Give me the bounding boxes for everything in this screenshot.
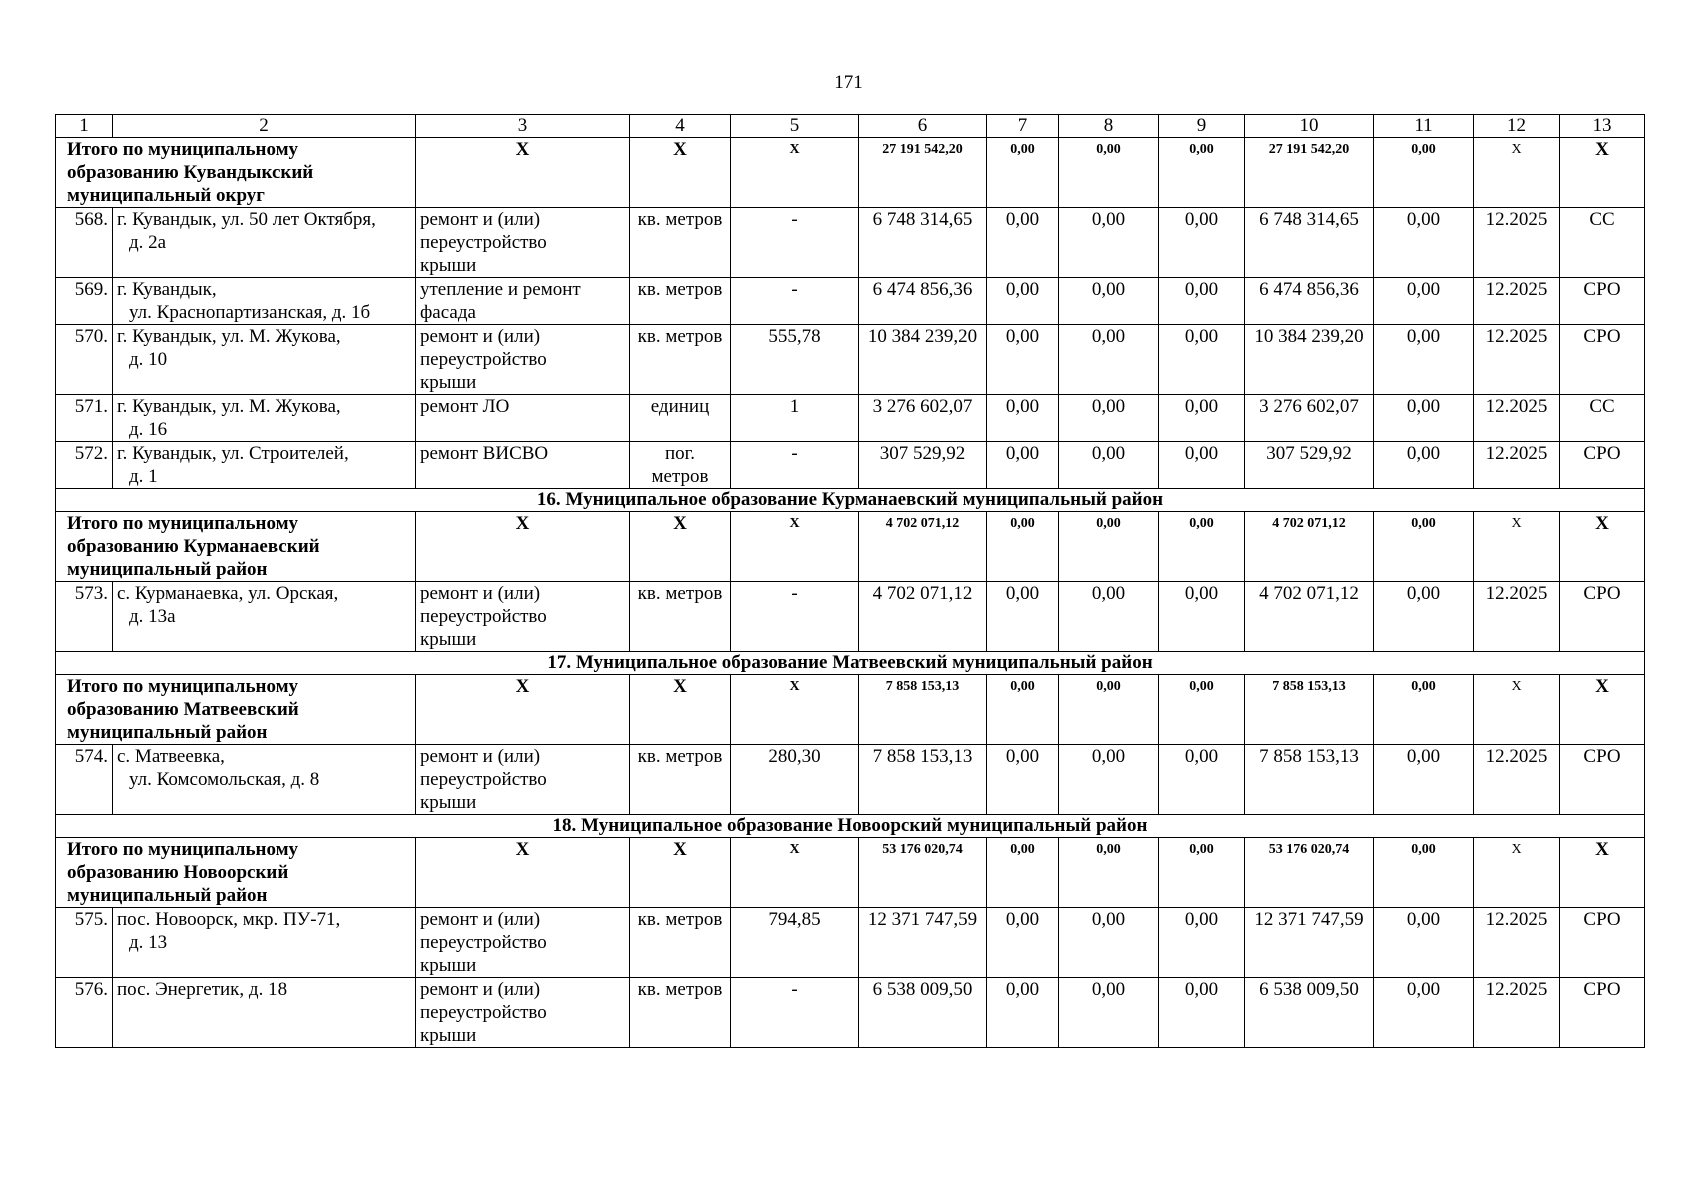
total-cost-cell: 7 858 153,13 [859, 745, 987, 815]
table-row [56, 745, 1645, 815]
subtotal-col4: Х [630, 838, 731, 908]
row-index: 569. [56, 278, 113, 325]
method-code-cell: СРО [1560, 745, 1645, 815]
column-header: 2 [113, 115, 416, 138]
quantity-cell: 280,30 [731, 745, 859, 815]
text-line: с. Курманаевка, ул. Орская, [117, 583, 339, 604]
cost-c10: 12 371 747,59 [1245, 908, 1374, 978]
row-index: 575. [56, 908, 113, 978]
text-line: ремонт ВИСВО [420, 443, 549, 464]
column-header: 11 [1374, 115, 1474, 138]
subtotal-c8: 0,00 [1059, 838, 1159, 908]
total-cost-cell: 3 276 602,07 [859, 395, 987, 442]
table-row [56, 278, 1645, 325]
cost-c9: 0,00 [1159, 208, 1245, 278]
text-line: Итого по муниципальному [67, 513, 299, 534]
subtotal-c10: 7 858 153,13 [1245, 675, 1374, 745]
work-type-cell [416, 278, 630, 325]
row-index: 572. [56, 442, 113, 489]
subtotal-label [56, 675, 416, 745]
subtotal-c8: 0,00 [1059, 138, 1159, 208]
text-line: ремонт ЛО [420, 396, 510, 417]
text-line: д. 2а [129, 232, 167, 253]
cost-c7: 0,00 [987, 582, 1059, 652]
subtotal-c13: Х [1560, 138, 1645, 208]
cost-c8: 0,00 [1059, 745, 1159, 815]
cost-c8: 0,00 [1059, 278, 1159, 325]
subtotal-row [56, 675, 1645, 745]
unit-cell [630, 442, 731, 489]
work-type-cell [416, 325, 630, 395]
cost-c8: 0,00 [1059, 325, 1159, 395]
cost-c11: 0,00 [1374, 442, 1474, 489]
subtotal-c11: 0,00 [1374, 138, 1474, 208]
text-line: Итого по муниципальному [67, 676, 299, 697]
cost-c11: 0,00 [1374, 908, 1474, 978]
text-line: образованию Курманаевский [67, 536, 320, 557]
text-line: г. Кувандык, ул. М. Жукова, [117, 326, 341, 347]
cost-c7: 0,00 [987, 325, 1059, 395]
total-cost-cell: 307 529,92 [859, 442, 987, 489]
page-number: 171 [834, 72, 863, 93]
table-row [56, 325, 1645, 395]
unit-cell [630, 278, 731, 325]
cost-c7: 0,00 [987, 745, 1059, 815]
subtotal-row [56, 138, 1645, 208]
address-cell [113, 582, 416, 652]
cost-c10: 6 748 314,65 [1245, 208, 1374, 278]
unit-cell [630, 978, 731, 1048]
text-line: д. 1 [129, 466, 158, 487]
cost-c9: 0,00 [1159, 582, 1245, 652]
text-line: Итого по муниципальному [67, 839, 299, 860]
cost-c9: 0,00 [1159, 278, 1245, 325]
subtotal-c6: 7 858 153,13 [859, 675, 987, 745]
cost-c11: 0,00 [1374, 745, 1474, 815]
total-cost-cell: 6 538 009,50 [859, 978, 987, 1048]
section-title-row [56, 489, 1645, 512]
subtotal-col3: Х [416, 838, 630, 908]
quantity-cell: - [731, 208, 859, 278]
text-line: крыши [420, 1025, 477, 1046]
text-line: крыши [420, 372, 477, 393]
subtotal-c11: 0,00 [1374, 675, 1474, 745]
text-line: кв. метров [637, 583, 723, 604]
subtotal-c12: Х [1474, 138, 1560, 208]
total-cost-cell: 10 384 239,20 [859, 325, 987, 395]
text-line: муниципальный район [67, 559, 268, 580]
subtotal-c6: 4 702 071,12 [859, 512, 987, 582]
deadline-cell: 12.2025 [1474, 908, 1560, 978]
subtotal-row [56, 838, 1645, 908]
row-index: 568. [56, 208, 113, 278]
text-line: утепление и ремонт [420, 279, 581, 300]
quantity-cell: 794,85 [731, 908, 859, 978]
column-header: 13 [1560, 115, 1645, 138]
quantity-cell: 1 [731, 395, 859, 442]
column-header: 7 [987, 115, 1059, 138]
row-index: 576. [56, 978, 113, 1048]
subtotal-label [56, 512, 416, 582]
unit-cell [630, 745, 731, 815]
subtotal-c12: Х [1474, 838, 1560, 908]
subtotal-c6: 27 191 542,20 [859, 138, 987, 208]
deadline-cell: 12.2025 [1474, 442, 1560, 489]
work-type-cell [416, 745, 630, 815]
text-line: кв. метров [637, 209, 723, 230]
section-title: 16. Муниципальное образование Курманаевский муниципальный район [56, 489, 1645, 512]
cost-c9: 0,00 [1159, 745, 1245, 815]
text-line: фасада [420, 302, 476, 323]
address-cell [113, 208, 416, 278]
subtotal-c6: 53 176 020,74 [859, 838, 987, 908]
table-row [56, 208, 1645, 278]
subtotal-col4: Х [630, 512, 731, 582]
subtotal-c7: 0,00 [987, 838, 1059, 908]
subtotal-col4: Х [630, 675, 731, 745]
cost-c11: 0,00 [1374, 395, 1474, 442]
cost-c8: 0,00 [1059, 442, 1159, 489]
cost-c9: 0,00 [1159, 978, 1245, 1048]
subtotal-col3: Х [416, 138, 630, 208]
method-code-cell: СРО [1560, 582, 1645, 652]
subtotal-c11: 0,00 [1374, 512, 1474, 582]
column-header: 8 [1059, 115, 1159, 138]
deadline-cell: 12.2025 [1474, 582, 1560, 652]
subtotal-label [56, 138, 416, 208]
quantity-cell: - [731, 278, 859, 325]
subtotal-c7: 0,00 [987, 512, 1059, 582]
text-line: образованию Матвеевский [67, 699, 299, 720]
address-cell [113, 908, 416, 978]
text-line: кв. метров [637, 279, 723, 300]
address-cell [113, 395, 416, 442]
text-line: ремонт и (или) [420, 979, 541, 1000]
cost-c10: 3 276 602,07 [1245, 395, 1374, 442]
method-code-cell: СС [1560, 395, 1645, 442]
text-line: д. 13а [129, 606, 176, 627]
subtotal-c12: Х [1474, 512, 1560, 582]
subtotal-col5: Х [731, 675, 859, 745]
text-line: кв. метров [637, 979, 723, 1000]
text-line: образованию Кувандыкский [67, 162, 314, 183]
table-row [56, 978, 1645, 1048]
text-line: д. 13 [129, 932, 168, 953]
address-cell [113, 745, 416, 815]
subtotal-c7: 0,00 [987, 138, 1059, 208]
text-line: пог. [664, 443, 696, 464]
unit-cell [630, 582, 731, 652]
quantity-cell: - [731, 978, 859, 1048]
total-cost-cell: 6 474 856,36 [859, 278, 987, 325]
text-line: ремонт и (или) [420, 746, 541, 767]
address-cell [113, 978, 416, 1048]
text-line: крыши [420, 629, 477, 650]
cost-c10: 307 529,92 [1245, 442, 1374, 489]
column-header: 5 [731, 115, 859, 138]
row-index: 573. [56, 582, 113, 652]
cost-c10: 10 384 239,20 [1245, 325, 1374, 395]
work-type-cell [416, 582, 630, 652]
cost-c10: 4 702 071,12 [1245, 582, 1374, 652]
text-line: г. Кувандык, [117, 279, 217, 300]
subtotal-c8: 0,00 [1059, 512, 1159, 582]
subtotal-c10: 27 191 542,20 [1245, 138, 1374, 208]
address-cell [113, 442, 416, 489]
deadline-cell: 12.2025 [1474, 978, 1560, 1048]
text-line: крыши [420, 955, 477, 976]
cost-c11: 0,00 [1374, 582, 1474, 652]
text-line: кв. метров [637, 746, 723, 767]
subtotal-c13: Х [1560, 838, 1645, 908]
cost-c8: 0,00 [1059, 395, 1159, 442]
cost-c10: 7 858 153,13 [1245, 745, 1374, 815]
column-header: 4 [630, 115, 731, 138]
text-line: кв. метров [637, 909, 723, 930]
text-line: переустройство [420, 232, 547, 253]
cost-c8: 0,00 [1059, 208, 1159, 278]
quantity-cell: - [731, 582, 859, 652]
cost-c11: 0,00 [1374, 278, 1474, 325]
cost-c11: 0,00 [1374, 978, 1474, 1048]
total-cost-cell: 6 748 314,65 [859, 208, 987, 278]
text-line: крыши [420, 792, 477, 813]
work-type-cell [416, 395, 630, 442]
subtotal-c13: Х [1560, 675, 1645, 745]
subtotal-c7: 0,00 [987, 675, 1059, 745]
table-body [56, 115, 1645, 1048]
method-code-cell: СРО [1560, 908, 1645, 978]
method-code-cell: СРО [1560, 278, 1645, 325]
cost-c9: 0,00 [1159, 442, 1245, 489]
text-line: переустройство [420, 769, 547, 790]
column-header: 3 [416, 115, 630, 138]
method-code-cell: СС [1560, 208, 1645, 278]
subtotal-c9: 0,00 [1159, 838, 1245, 908]
subtotal-col5: Х [731, 138, 859, 208]
text-line: переустройство [420, 606, 547, 627]
subtotal-c12: Х [1474, 675, 1560, 745]
text-line: ул. Краснопартизанская, д. 1б [129, 302, 371, 323]
work-type-cell [416, 208, 630, 278]
row-index: 570. [56, 325, 113, 395]
subtotal-c9: 0,00 [1159, 675, 1245, 745]
cost-c10: 6 538 009,50 [1245, 978, 1374, 1048]
text-line: единиц [650, 396, 710, 417]
address-cell [113, 278, 416, 325]
quantity-cell: - [731, 442, 859, 489]
section-title-row [56, 815, 1645, 838]
table-row [56, 582, 1645, 652]
subtotal-c9: 0,00 [1159, 512, 1245, 582]
column-header: 12 [1474, 115, 1560, 138]
text-line: ремонт и (или) [420, 209, 541, 230]
deadline-cell: 12.2025 [1474, 208, 1560, 278]
text-line: д. 10 [129, 349, 168, 370]
column-header: 9 [1159, 115, 1245, 138]
cost-c8: 0,00 [1059, 908, 1159, 978]
cost-c11: 0,00 [1374, 325, 1474, 395]
text-line: г. Кувандык, ул. Строителей, [117, 443, 349, 464]
text-line: образованию Новоорский [67, 862, 289, 883]
text-line: ул. Комсомольская, д. 8 [129, 769, 320, 790]
text-line: г. Кувандык, ул. М. Жукова, [117, 396, 341, 417]
cost-c7: 0,00 [987, 278, 1059, 325]
text-line: муниципальный округ [67, 185, 265, 206]
work-type-cell [416, 978, 630, 1048]
quantity-cell: 555,78 [731, 325, 859, 395]
unit-cell [630, 208, 731, 278]
subtotal-c8: 0,00 [1059, 675, 1159, 745]
text-line: переустройство [420, 932, 547, 953]
text-line: переустройство [420, 349, 547, 370]
text-line: пос. Новоорск, мкр. ПУ-71, [117, 909, 341, 930]
text-line: крыши [420, 255, 477, 276]
table-row [56, 395, 1645, 442]
text-line: ремонт и (или) [420, 326, 541, 347]
method-code-cell: СРО [1560, 442, 1645, 489]
deadline-cell: 12.2025 [1474, 278, 1560, 325]
work-type-cell [416, 442, 630, 489]
column-header: 6 [859, 115, 987, 138]
cost-c7: 0,00 [987, 208, 1059, 278]
subtotal-c9: 0,00 [1159, 138, 1245, 208]
unit-cell [630, 395, 731, 442]
cost-c9: 0,00 [1159, 325, 1245, 395]
deadline-cell: 12.2025 [1474, 395, 1560, 442]
subtotal-c10: 53 176 020,74 [1245, 838, 1374, 908]
text-line: пос. Энергетик, д. 18 [117, 979, 288, 1000]
unit-cell [630, 908, 731, 978]
cost-c11: 0,00 [1374, 208, 1474, 278]
text-line: г. Кувандык, ул. 50 лет Октября, [117, 209, 376, 230]
address-cell [113, 325, 416, 395]
subtotal-col3: Х [416, 512, 630, 582]
row-index: 574. [56, 745, 113, 815]
subtotal-c10: 4 702 071,12 [1245, 512, 1374, 582]
subtotal-label [56, 838, 416, 908]
cost-c8: 0,00 [1059, 978, 1159, 1048]
cost-c9: 0,00 [1159, 395, 1245, 442]
text-line: кв. метров [637, 326, 723, 347]
section-title: 18. Муниципальное образование Новоорский муниципальный район [56, 815, 1645, 838]
subtotal-col3: Х [416, 675, 630, 745]
work-type-cell [416, 908, 630, 978]
total-cost-cell: 4 702 071,12 [859, 582, 987, 652]
text-line: переустройство [420, 1002, 547, 1023]
text-line: ремонт и (или) [420, 909, 541, 930]
subtotal-col5: Х [731, 512, 859, 582]
subtotal-col5: Х [731, 838, 859, 908]
cost-c7: 0,00 [987, 442, 1059, 489]
text-line: с. Матвеевка, [117, 746, 225, 767]
cost-c7: 0,00 [987, 395, 1059, 442]
text-line: Итого по муниципальному [67, 139, 299, 160]
table-row [56, 442, 1645, 489]
text-line: муниципальный район [67, 885, 268, 906]
deadline-cell: 12.2025 [1474, 745, 1560, 815]
column-header-row [56, 115, 1645, 138]
repair-program-table [55, 114, 1645, 1048]
row-index: 571. [56, 395, 113, 442]
subtotal-col4: Х [630, 138, 731, 208]
text-line: муниципальный район [67, 722, 268, 743]
total-cost-cell: 12 371 747,59 [859, 908, 987, 978]
method-code-cell: СРО [1560, 325, 1645, 395]
text-line: д. 16 [129, 419, 168, 440]
column-header: 10 [1245, 115, 1374, 138]
section-title-row [56, 652, 1645, 675]
column-header: 1 [56, 115, 113, 138]
cost-c9: 0,00 [1159, 908, 1245, 978]
cost-c10: 6 474 856,36 [1245, 278, 1374, 325]
subtotal-c11: 0,00 [1374, 838, 1474, 908]
unit-cell [630, 325, 731, 395]
cost-c7: 0,00 [987, 908, 1059, 978]
text-line: метров [651, 466, 709, 487]
text-line: ремонт и (или) [420, 583, 541, 604]
subtotal-c13: Х [1560, 512, 1645, 582]
method-code-cell: СРО [1560, 978, 1645, 1048]
deadline-cell: 12.2025 [1474, 325, 1560, 395]
section-title: 17. Муниципальное образование Матвеевский муниципальный район [56, 652, 1645, 675]
subtotal-row [56, 512, 1645, 582]
cost-c8: 0,00 [1059, 582, 1159, 652]
cost-c7: 0,00 [987, 978, 1059, 1048]
table-row [56, 908, 1645, 978]
